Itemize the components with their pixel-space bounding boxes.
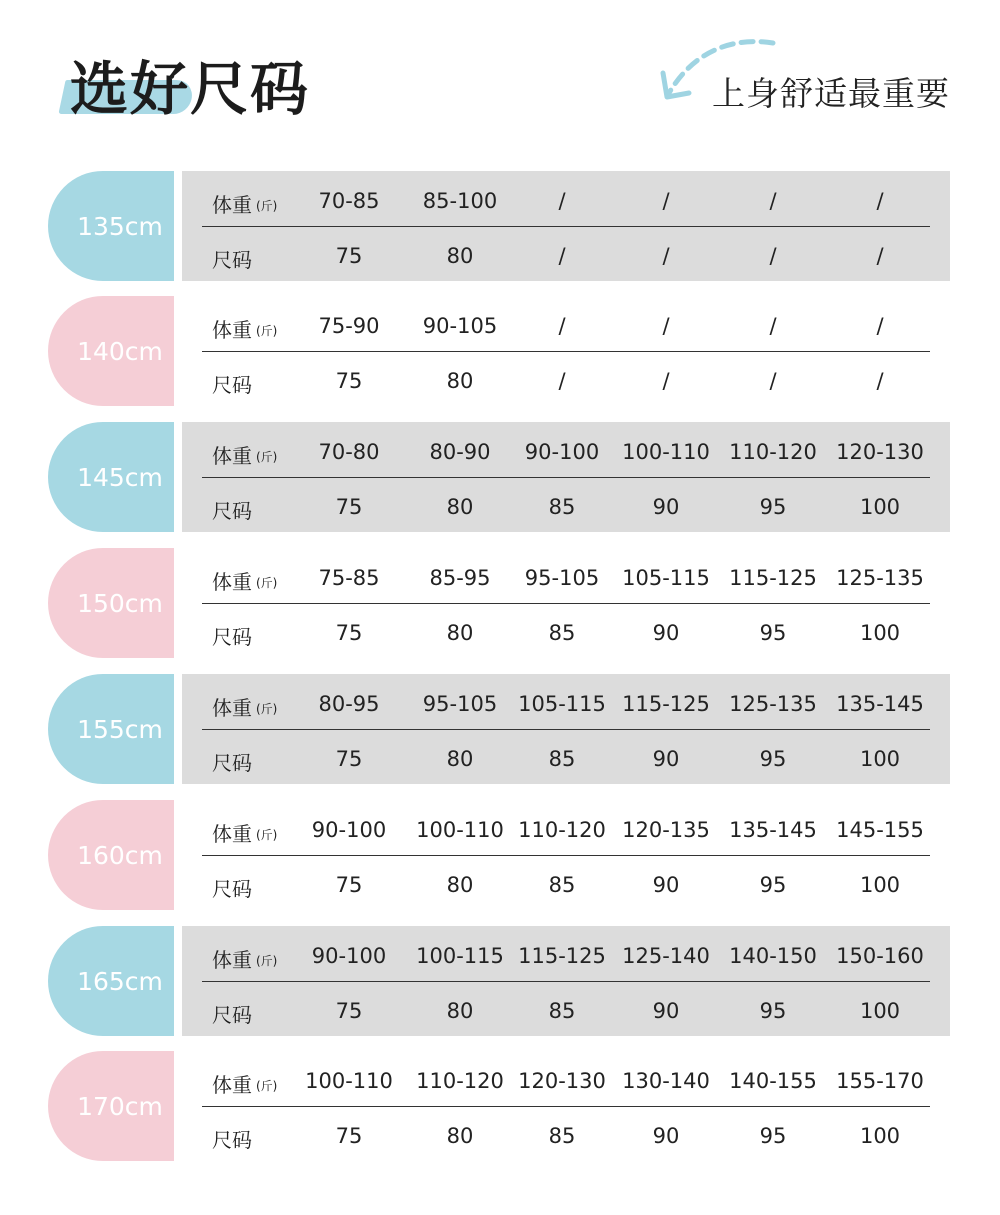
size-cell: 80: [446, 873, 474, 897]
size-cell: /: [662, 369, 670, 393]
weight-cell: 115-125: [729, 566, 817, 590]
size-cell: 85: [548, 999, 576, 1023]
size-cell: 75: [335, 621, 363, 645]
size-row-label: 尺码: [212, 499, 252, 523]
size-cell: 80: [446, 1124, 474, 1148]
weight-cell: 125-140: [622, 944, 710, 968]
size-table-panel: [182, 800, 950, 910]
size-block-155cm: [0, 674, 1000, 784]
size-row-label: 尺码: [212, 1128, 252, 1152]
weight-label: 体重: [212, 570, 252, 594]
weight-row-label: [212, 440, 277, 469]
size-cell: /: [876, 369, 884, 393]
weight-cell: 110-120: [729, 440, 817, 464]
weight-cell: 125-135: [729, 692, 817, 716]
weight-label: 体重: [212, 822, 252, 846]
size-row-label: 尺码: [212, 248, 252, 272]
size-cell: 85: [548, 1124, 576, 1148]
weight-label: 体重: [212, 444, 252, 468]
weight-cell: 115-125: [518, 944, 606, 968]
weight-cell: /: [558, 314, 566, 338]
size-block-135cm: [0, 171, 1000, 281]
weight-cell: 95-105: [422, 692, 498, 716]
size-table-panel: [182, 296, 950, 406]
size-cell: 90: [652, 999, 680, 1023]
size-cell: 90: [652, 873, 680, 897]
weight-cell: 140-155: [729, 1069, 817, 1093]
size-cell: 90: [652, 1124, 680, 1148]
size-cell: 95: [759, 999, 787, 1023]
size-cell: 90: [652, 495, 680, 519]
size-table-panel: [182, 422, 950, 532]
weight-cell: 110-120: [416, 1069, 504, 1093]
weight-cell: 100-110: [416, 818, 504, 842]
size-cell: 75: [335, 747, 363, 771]
size-cell: 75: [335, 244, 363, 268]
row-divider: [202, 351, 930, 352]
height-tab: 170cm: [48, 1051, 174, 1161]
weight-cell: 70-85: [318, 189, 380, 213]
height-tab: 155cm: [48, 674, 174, 784]
size-table-panel: [182, 1051, 950, 1161]
height-tab: 135cm: [48, 171, 174, 281]
size-cell: 95: [759, 747, 787, 771]
size-cell: 80: [446, 244, 474, 268]
weight-cell: 80-90: [429, 440, 491, 464]
weight-cell: 115-125: [622, 692, 710, 716]
size-cell: 80: [446, 369, 474, 393]
size-cell: /: [769, 369, 777, 393]
weight-label: 体重: [212, 696, 252, 720]
size-cell: 85: [548, 873, 576, 897]
weight-cell: /: [662, 189, 670, 213]
size-row-label: 尺码: [212, 1003, 252, 1027]
weight-label: 体重: [212, 318, 252, 342]
weight-label: 体重: [212, 948, 252, 972]
weight-cell: /: [558, 189, 566, 213]
size-row-label: 尺码: [212, 625, 252, 649]
height-tab: 150cm: [48, 548, 174, 658]
size-cell: 100: [859, 621, 901, 645]
row-divider: [202, 603, 930, 604]
weight-cell: 135-145: [836, 692, 924, 716]
row-divider: [202, 981, 930, 982]
weight-unit: (斤): [256, 324, 278, 338]
size-cell: 85: [548, 621, 576, 645]
weight-cell: 90-105: [422, 314, 498, 338]
weight-unit: (斤): [256, 702, 278, 716]
weight-cell: 155-170: [836, 1069, 924, 1093]
size-cell: 80: [446, 999, 474, 1023]
weight-cell: /: [662, 314, 670, 338]
size-block-165cm: [0, 926, 1000, 1036]
size-table-panel: [182, 171, 950, 281]
size-cell: 85: [548, 495, 576, 519]
weight-cell: 140-150: [729, 944, 817, 968]
size-cell: 100: [859, 1124, 901, 1148]
row-divider: [202, 855, 930, 856]
weight-cell: 105-115: [518, 692, 606, 716]
weight-row-label: [212, 1069, 277, 1098]
page-header: [0, 0, 1000, 150]
weight-cell: /: [769, 314, 777, 338]
weight-cell: 90-100: [311, 944, 387, 968]
size-table-panel: [182, 674, 950, 784]
size-cell: 100: [859, 495, 901, 519]
weight-cell: /: [876, 189, 884, 213]
weight-cell: 95-105: [524, 566, 600, 590]
weight-unit: (斤): [256, 199, 278, 213]
weight-label: 体重: [212, 1073, 252, 1097]
row-divider: [202, 226, 930, 227]
height-tab: 140cm: [48, 296, 174, 406]
height-tab: 160cm: [48, 800, 174, 910]
size-cell: 75: [335, 999, 363, 1023]
size-cell: 100: [859, 999, 901, 1023]
weight-cell: 110-120: [518, 818, 606, 842]
size-table-panel: [182, 548, 950, 658]
weight-row-label: [212, 944, 277, 973]
weight-cell: 80-95: [318, 692, 380, 716]
weight-cell: 100-115: [416, 944, 504, 968]
size-cell: 90: [652, 621, 680, 645]
size-cell: 95: [759, 621, 787, 645]
size-cell: 95: [759, 495, 787, 519]
size-table-panel: [182, 926, 950, 1036]
size-cell: 90: [652, 747, 680, 771]
title-area: [62, 40, 322, 123]
weight-row-label: [212, 566, 277, 595]
weight-row-label: [212, 818, 277, 847]
size-row-label: 尺码: [212, 877, 252, 901]
weight-cell: 135-145: [729, 818, 817, 842]
weight-cell: 120-130: [836, 440, 924, 464]
weight-unit: (斤): [256, 450, 278, 464]
weight-cell: 145-155: [836, 818, 924, 842]
size-cell: 75: [335, 1124, 363, 1148]
weight-row-label: [212, 189, 277, 218]
weight-row-label: [212, 692, 277, 721]
weight-cell: 100-110: [622, 440, 710, 464]
weight-cell: 120-130: [518, 1069, 606, 1093]
size-cell: 100: [859, 747, 901, 771]
weight-cell: 120-135: [622, 818, 710, 842]
size-block-145cm: [0, 422, 1000, 532]
weight-cell: 90-100: [311, 818, 387, 842]
weight-cell: 75-85: [318, 566, 380, 590]
size-cell: 80: [446, 747, 474, 771]
size-cell: /: [662, 244, 670, 268]
row-divider: [202, 1106, 930, 1107]
size-block-160cm: [0, 800, 1000, 910]
size-row-label: 尺码: [212, 751, 252, 775]
weight-cell: 100-110: [305, 1069, 393, 1093]
height-tab: 165cm: [48, 926, 174, 1036]
size-cell: 75: [335, 495, 363, 519]
size-cell: 80: [446, 621, 474, 645]
size-cell: /: [769, 244, 777, 268]
weight-label: 体重: [212, 193, 252, 217]
size-cell: 80: [446, 495, 474, 519]
size-cell: 75: [335, 369, 363, 393]
weight-cell: 90-100: [524, 440, 600, 464]
size-cell: 95: [759, 1124, 787, 1148]
weight-unit: (斤): [256, 1079, 278, 1093]
row-divider: [202, 729, 930, 730]
size-block-140cm: [0, 296, 1000, 406]
weight-cell: 105-115: [622, 566, 710, 590]
weight-cell: /: [876, 314, 884, 338]
weight-cell: 85-100: [422, 189, 498, 213]
size-row-label: 尺码: [212, 373, 252, 397]
weight-cell: 130-140: [622, 1069, 710, 1093]
size-cell: /: [558, 244, 566, 268]
weight-unit: (斤): [256, 954, 278, 968]
weight-cell: 70-80: [318, 440, 380, 464]
weight-cell: 75-90: [318, 314, 380, 338]
size-cell: 75: [335, 873, 363, 897]
weight-unit: (斤): [256, 576, 278, 590]
weight-row-label: [212, 314, 277, 343]
slogan-text: 上身舒适最重要: [712, 74, 950, 113]
weight-cell: /: [769, 189, 777, 213]
weight-cell: 150-160: [836, 944, 924, 968]
size-cell: /: [558, 369, 566, 393]
height-tab: 145cm: [48, 422, 174, 532]
weight-cell: 85-95: [429, 566, 491, 590]
row-divider: [202, 477, 930, 478]
size-cell: 85: [548, 747, 576, 771]
size-block-150cm: [0, 548, 1000, 658]
weight-unit: (斤): [256, 828, 278, 842]
weight-cell: 125-135: [836, 566, 924, 590]
page-title: 选好尺码: [70, 55, 311, 123]
size-cell: 95: [759, 873, 787, 897]
size-cell: 100: [859, 873, 901, 897]
size-block-170cm: [0, 1051, 1000, 1161]
size-cell: /: [876, 244, 884, 268]
